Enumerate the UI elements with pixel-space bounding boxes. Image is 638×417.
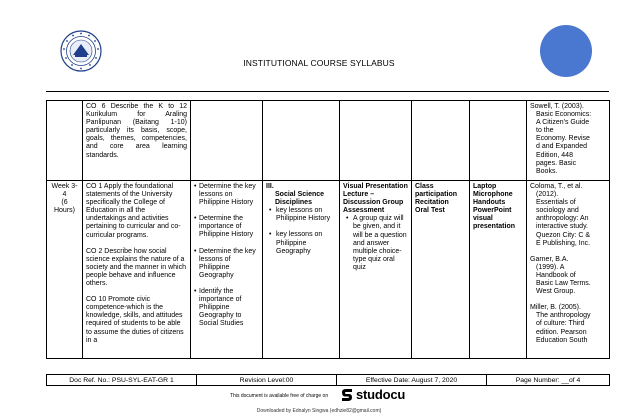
tla-item: • Determine the importance of Philippine History	[194, 215, 259, 239]
references-cell	[527, 101, 610, 181]
reference-line: (1999). A	[536, 263, 565, 271]
outcome-text: CO 1 Apply the foundational statements of the University specifically the College of Education in all the undertakings and activities pertaining to curricular and co-curricular programs.	[86, 183, 181, 239]
reference-line: Books.	[536, 167, 558, 175]
reference-line: Quezon City: C &	[536, 231, 591, 239]
assessment-task: Oral Test	[415, 207, 445, 215]
assessment-cell	[340, 181, 412, 359]
outcomes-cell	[83, 181, 191, 359]
content-heading-roman: III.	[266, 183, 274, 190]
reference-line: Essentials of	[536, 199, 576, 207]
content-item: • key lessons on Philippine Geography	[266, 231, 336, 255]
assessment-tasks-cell	[412, 181, 470, 359]
outcome-text: CO 2 Describe how social science explains the nature of a society and the manner in which people behave and influence others.	[86, 247, 186, 288]
reference-line: Miller, B. (2005).	[530, 304, 581, 312]
revision-level: Revision Level:00	[197, 375, 337, 386]
reference-line: Basic Economics:	[536, 111, 592, 119]
reference-line: d and Expanded	[536, 143, 587, 151]
resources-cell	[470, 181, 527, 359]
tla-cell	[191, 101, 263, 181]
reference-line: The anthropology	[536, 312, 591, 320]
assessment-heading: Visual Presentation Lecture – Discussion Group Assessment	[343, 183, 408, 215]
tla-cell	[191, 181, 263, 359]
reference-line: Edition, 448	[536, 151, 573, 159]
content-cell	[263, 101, 340, 181]
reference-line: interactive study.	[536, 223, 589, 231]
reference-line: sociology and	[536, 207, 579, 215]
syllabus-table	[46, 100, 610, 359]
accent-circle	[540, 25, 592, 77]
page-title: INSTITUTIONAL COURSE SYLLABUS	[243, 58, 395, 68]
reference-line: West Group.	[536, 288, 576, 296]
outcome-text: CO 10 Promote civic competence-which is the knowledge, skills, and attitudes required of students to be able to assume the duties of citizens in a	[86, 296, 184, 344]
references-cell	[527, 181, 610, 359]
week-line: (6	[61, 199, 68, 207]
reference-line: Economy. Revise	[536, 135, 590, 143]
resources-cell	[470, 101, 527, 181]
reference-line: A Citizen's Guide	[536, 119, 590, 127]
content-heading: Social Science Disciplines	[275, 191, 325, 207]
free-document-note: This document is available free of charge on	[230, 393, 329, 399]
table-row	[47, 101, 610, 181]
table-row	[47, 181, 610, 359]
document-footer	[46, 374, 610, 386]
content-cell	[263, 181, 340, 359]
download-note: Downloaded by Ednalyn Singwa (edhzie82@gmail.com)	[256, 408, 382, 414]
reference-line: Coloma, T., et al.	[530, 183, 583, 190]
resource-item: Microphone	[473, 191, 513, 199]
outcomes-cell	[83, 101, 191, 181]
content-item: • key lessons on Philippine History	[266, 207, 336, 223]
studocu-logo-icon	[340, 388, 354, 402]
doc-ref: Doc Ref. No.: PSU-SYL-EAT-GR 1	[47, 375, 197, 386]
week-cell	[47, 181, 83, 359]
reference-line: anthropology: An	[536, 215, 589, 223]
reference-line: Education South	[536, 336, 588, 344]
week-line: Week 3-	[51, 183, 78, 190]
assessment-task: Recitation	[415, 199, 449, 207]
reference-line: edition. Pearson	[536, 328, 587, 336]
tla-item: • Identify the importance of Philippine Geography to Social Studies	[194, 288, 259, 328]
reference-line: to the	[536, 127, 554, 135]
page-number: Page Number: __of 4	[487, 375, 610, 386]
resource-item: visual	[473, 215, 493, 223]
resource-item: Handouts	[473, 199, 506, 207]
reference-line: Garner, B.A.	[530, 255, 569, 263]
reference-line: pages. Basic	[536, 159, 577, 167]
reference-line: Sowell, T. (2003).	[530, 103, 584, 110]
resource-item: presentation	[473, 223, 516, 231]
assessment-tasks-cell	[412, 101, 470, 181]
header-divider	[46, 91, 609, 92]
reference-line: of culture: Third	[536, 320, 585, 328]
reference-line: Basic Law Terms.	[536, 280, 591, 288]
resource-item: Laptop	[473, 183, 497, 190]
tla-item: • Determine the key lessons on Philippine History	[194, 183, 259, 207]
assessment-cell	[340, 101, 412, 181]
outcome-text: CO 6 Describe the K to 12 Kurikulum for Araling Panlipunan (Baitang 1-10) particularly its basis, scope, goals, themes, competencies, and core area learning standards.	[86, 103, 187, 159]
tla-item: • Determine the key lessons of Philippine Geography	[194, 248, 259, 280]
week-line: Hours)	[53, 207, 75, 215]
reference-line: E Publishing, Inc.	[536, 239, 591, 247]
reference-line: (2012).	[536, 191, 559, 199]
resource-item: PowerPoint	[473, 207, 512, 215]
studocu-wordmark: studocu	[356, 387, 406, 402]
studocu-brand[interactable]	[340, 387, 405, 402]
week-line: 4	[62, 191, 67, 199]
week-cell	[47, 101, 83, 181]
reference-line: Handbook of	[536, 271, 576, 279]
effective-date: Effective Date: August 7, 2020	[337, 375, 487, 386]
assessment-item: • A group quiz will be given, and it will be a question and answer multiple choice-type quiz oral quiz	[343, 215, 408, 272]
assessment-task: Class participation	[415, 183, 458, 199]
